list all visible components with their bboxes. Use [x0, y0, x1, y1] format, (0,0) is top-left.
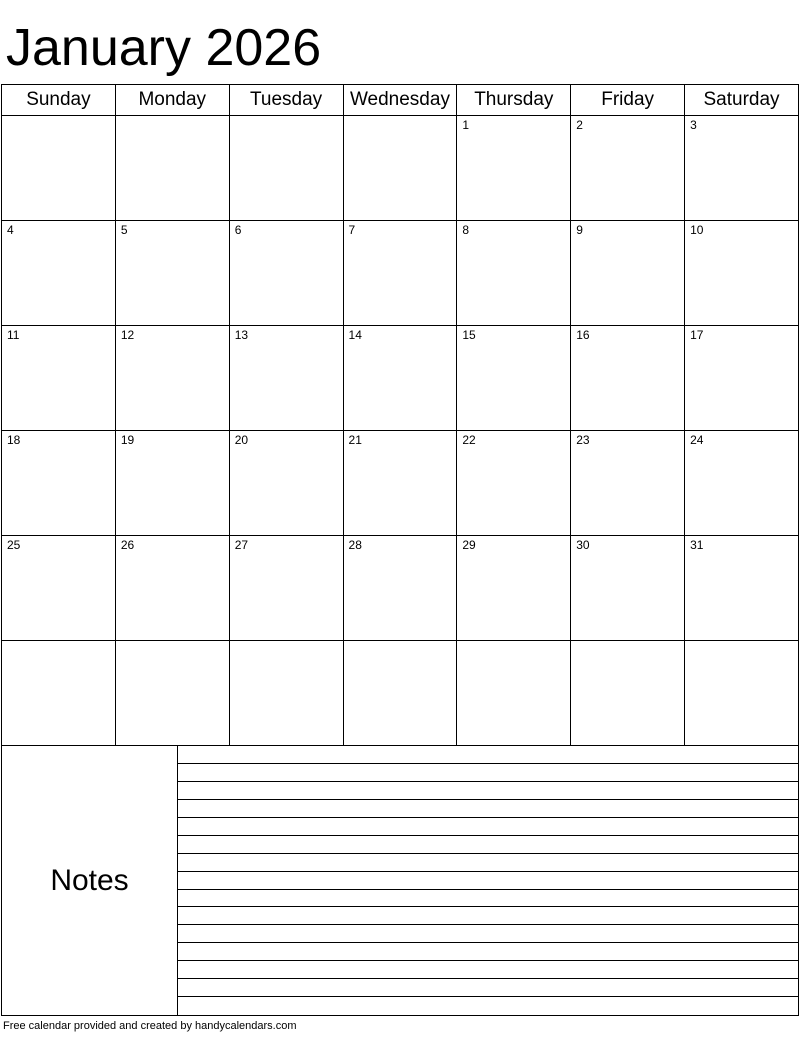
calendar-week-row	[2, 536, 799, 641]
day-cell[interactable]	[685, 221, 799, 326]
day-number: 23	[576, 433, 590, 447]
day-number: 11	[7, 328, 20, 342]
day-number: 10	[690, 223, 704, 237]
notes-line[interactable]	[178, 836, 798, 854]
day-number: 6	[234, 223, 242, 237]
day-cell[interactable]	[457, 641, 571, 746]
day-cell[interactable]	[457, 116, 571, 221]
day-cell[interactable]	[685, 536, 799, 641]
day-number: 1	[462, 118, 470, 132]
weekday-header-wednesday: Wednesday	[343, 85, 457, 116]
day-cell[interactable]	[115, 326, 229, 431]
day-cell[interactable]	[115, 641, 229, 746]
weekday-header-row	[2, 85, 799, 116]
day-cell[interactable]	[229, 221, 343, 326]
day-number: 29	[462, 538, 476, 552]
day-number: 15	[462, 328, 476, 342]
day-number: 31	[690, 538, 704, 552]
notes-line[interactable]	[178, 854, 798, 872]
day-cell[interactable]	[2, 536, 116, 641]
title-year: 2026	[205, 19, 322, 77]
page-title	[0, 0, 800, 84]
calendar-week-row	[2, 641, 799, 746]
day-number: 16	[576, 328, 590, 342]
weekday-header-monday: Monday	[115, 85, 229, 116]
day-cell[interactable]	[115, 431, 229, 536]
day-cell[interactable]	[343, 116, 457, 221]
day-cell[interactable]	[571, 116, 685, 221]
calendar-week-row	[2, 326, 799, 431]
notes-line[interactable]	[178, 782, 798, 800]
day-cell[interactable]	[685, 641, 799, 746]
day-cell[interactable]	[685, 326, 799, 431]
day-number: 26	[120, 538, 135, 552]
day-number: 13	[234, 328, 249, 342]
day-cell[interactable]	[343, 536, 457, 641]
day-cell[interactable]	[229, 431, 343, 536]
notes-line[interactable]	[178, 979, 798, 997]
day-cell[interactable]	[457, 431, 571, 536]
day-number: 28	[348, 538, 362, 552]
notes-line[interactable]	[178, 961, 798, 979]
notes-line[interactable]	[178, 872, 798, 890]
day-number: 9	[576, 223, 583, 237]
day-cell[interactable]	[343, 221, 457, 326]
weekday-header-saturday: Saturday	[685, 85, 799, 116]
day-cell[interactable]	[685, 116, 799, 221]
notes-section	[1, 746, 799, 1016]
day-cell[interactable]	[343, 641, 457, 746]
day-cell[interactable]	[229, 536, 343, 641]
notes-line[interactable]	[178, 890, 798, 908]
notes-line[interactable]	[178, 818, 798, 836]
notes-lines[interactable]	[178, 746, 798, 1015]
day-cell[interactable]	[571, 536, 685, 641]
day-number: 17	[690, 328, 704, 342]
day-cell[interactable]	[571, 431, 685, 536]
notes-line[interactable]	[178, 907, 798, 925]
notes-label: Notes	[2, 746, 178, 1015]
footer-credit: Free calendar provided and created by handycalendars.com	[3, 1020, 297, 1032]
day-number: 4	[7, 223, 14, 237]
weekday-header-tuesday: Tuesday	[229, 85, 343, 116]
weekday-header-sunday: Sunday	[2, 85, 116, 116]
notes-line[interactable]	[178, 800, 798, 818]
notes-line[interactable]	[178, 997, 798, 1015]
notes-line[interactable]	[178, 746, 798, 764]
calendar-grid	[1, 84, 799, 746]
day-number: 21	[348, 433, 362, 447]
day-number: 2	[576, 118, 583, 132]
day-cell[interactable]	[343, 431, 457, 536]
day-number: 20	[234, 433, 249, 447]
day-number: 19	[120, 433, 135, 447]
day-cell[interactable]	[2, 116, 116, 221]
day-number: 7	[348, 223, 356, 237]
day-number: 12	[120, 328, 135, 342]
day-number: 3	[690, 118, 697, 132]
day-cell[interactable]	[457, 221, 571, 326]
title-month: January	[6, 19, 191, 77]
day-number: 18	[7, 433, 21, 447]
day-number: 8	[462, 223, 470, 237]
day-cell[interactable]	[457, 536, 571, 641]
day-cell[interactable]	[571, 641, 685, 746]
day-cell[interactable]	[115, 116, 229, 221]
day-cell[interactable]	[2, 431, 116, 536]
weekday-header-thursday: Thursday	[457, 85, 571, 116]
notes-line[interactable]	[178, 943, 798, 961]
day-cell[interactable]	[571, 221, 685, 326]
day-cell[interactable]	[343, 326, 457, 431]
day-cell[interactable]	[2, 641, 116, 746]
calendar-week-row	[2, 116, 799, 221]
day-cell[interactable]	[457, 326, 571, 431]
day-number: 24	[690, 433, 704, 447]
day-cell[interactable]	[229, 326, 343, 431]
day-cell[interactable]	[2, 221, 116, 326]
day-cell[interactable]	[571, 326, 685, 431]
day-number: 30	[576, 538, 590, 552]
day-cell[interactable]	[229, 641, 343, 746]
day-cell[interactable]	[115, 221, 229, 326]
calendar-week-row	[2, 431, 799, 536]
weekday-header-friday: Friday	[571, 85, 685, 116]
day-number: 25	[7, 538, 21, 552]
notes-line[interactable]	[178, 764, 798, 782]
day-number: 14	[348, 328, 362, 342]
day-cell[interactable]	[2, 326, 116, 431]
day-number: 27	[234, 538, 249, 552]
day-number: 22	[462, 433, 476, 447]
day-cell[interactable]	[115, 536, 229, 641]
day-number: 5	[120, 223, 128, 237]
day-cell[interactable]	[685, 431, 799, 536]
calendar-week-row	[2, 221, 799, 326]
notes-line[interactable]	[178, 925, 798, 943]
day-cell[interactable]	[229, 116, 343, 221]
